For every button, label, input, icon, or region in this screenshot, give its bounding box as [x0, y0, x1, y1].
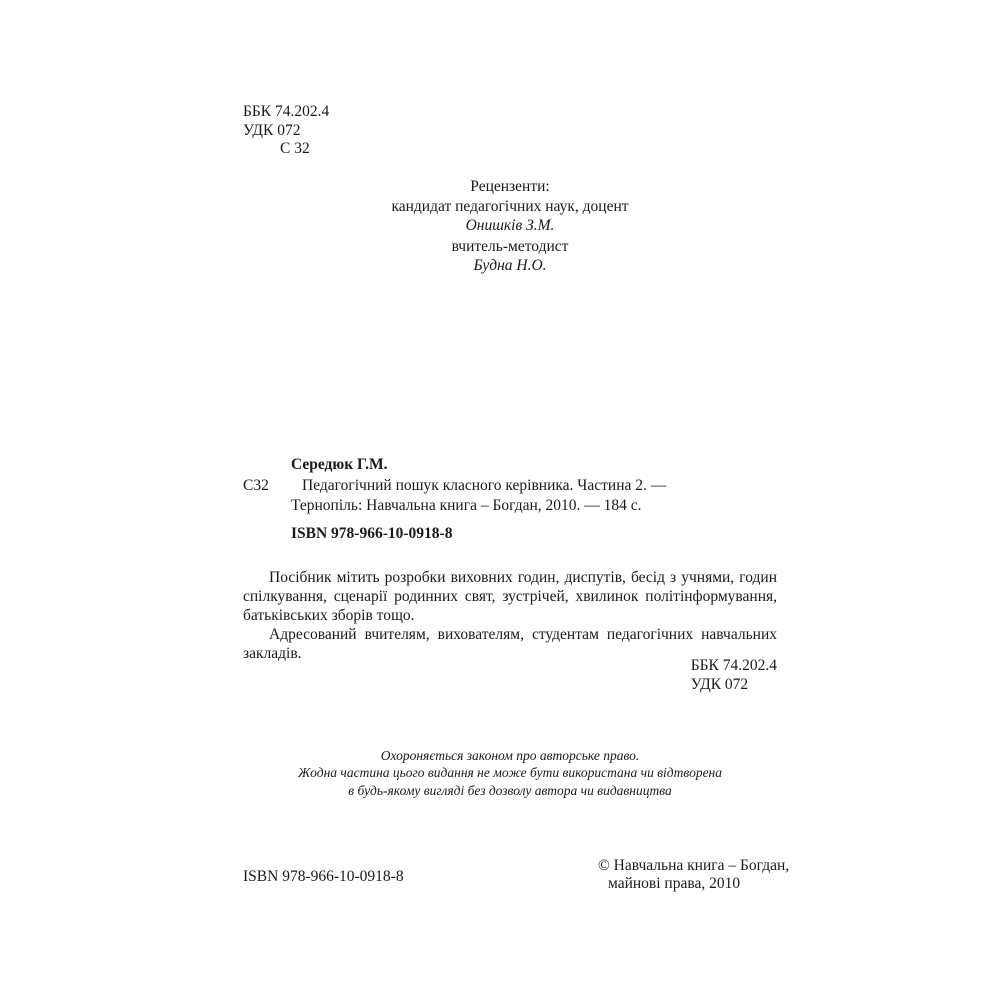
- author-mark: С 32: [280, 140, 310, 157]
- catalog-mark: С32: [243, 477, 269, 494]
- bbk-code: ББК 74.202.4: [243, 103, 330, 120]
- catalog-author: Середюк Г.М.: [291, 456, 388, 473]
- copyright-notice-line-1: Охороняється законом про авторське право.: [380, 748, 640, 763]
- footer-isbn: ISBN 978-966-10-0918-8: [243, 868, 404, 885]
- catalog-isbn: ISBN 978-966-10-0918-8: [291, 525, 453, 542]
- catalog-title-line: Педагогічний пошук класного керівника. Частина 2. —: [302, 477, 667, 494]
- reviewer1-title: кандидат педагогічних наук, доцент: [391, 198, 629, 215]
- copyright-notice-line-3: в будь-якому вигляді без дозволу автора чи видавництва: [348, 783, 672, 798]
- reviewers-heading: Рецензенти:: [470, 178, 550, 195]
- annotation: [243, 568, 777, 663]
- catalog-imprint-line: Тернопіль: Навчальна книга – Богдан, 2010. — 184 с.: [291, 497, 642, 514]
- annotation-udk: УДК 072: [690, 676, 749, 693]
- footer-copyright-line-2: майнові права, 2010: [608, 875, 741, 892]
- footer-copyright-line-1: © Навчальна книга – Богдан,: [598, 857, 790, 874]
- annotation-paragraph-1: Посібник мітить розробки виховних годин, диспутів, бесід з учнями, годин спілкування, сценарії родинних свят, зустрічей, хвилинок політінформування, батьківських зборів тощо.: [243, 569, 777, 624]
- udk-code: УДК 072: [243, 122, 301, 139]
- annotation-codes: [691, 656, 777, 694]
- reviewer1-name: Онишків З.М.: [465, 217, 555, 234]
- annotation-paragraph-2: Адресований вчителям, вихователям, студентам педагогічних навчальних закладів.: [243, 626, 777, 662]
- reviewer2-name: Будна Н.О.: [473, 257, 547, 274]
- annotation-bbk: ББК 74.202.4: [690, 657, 777, 674]
- reviewer2-title: вчитель-методист: [451, 238, 569, 255]
- copyright-notice-line-2: Жодна частина цього видання не може бути використана чи відтворена: [297, 765, 723, 780]
